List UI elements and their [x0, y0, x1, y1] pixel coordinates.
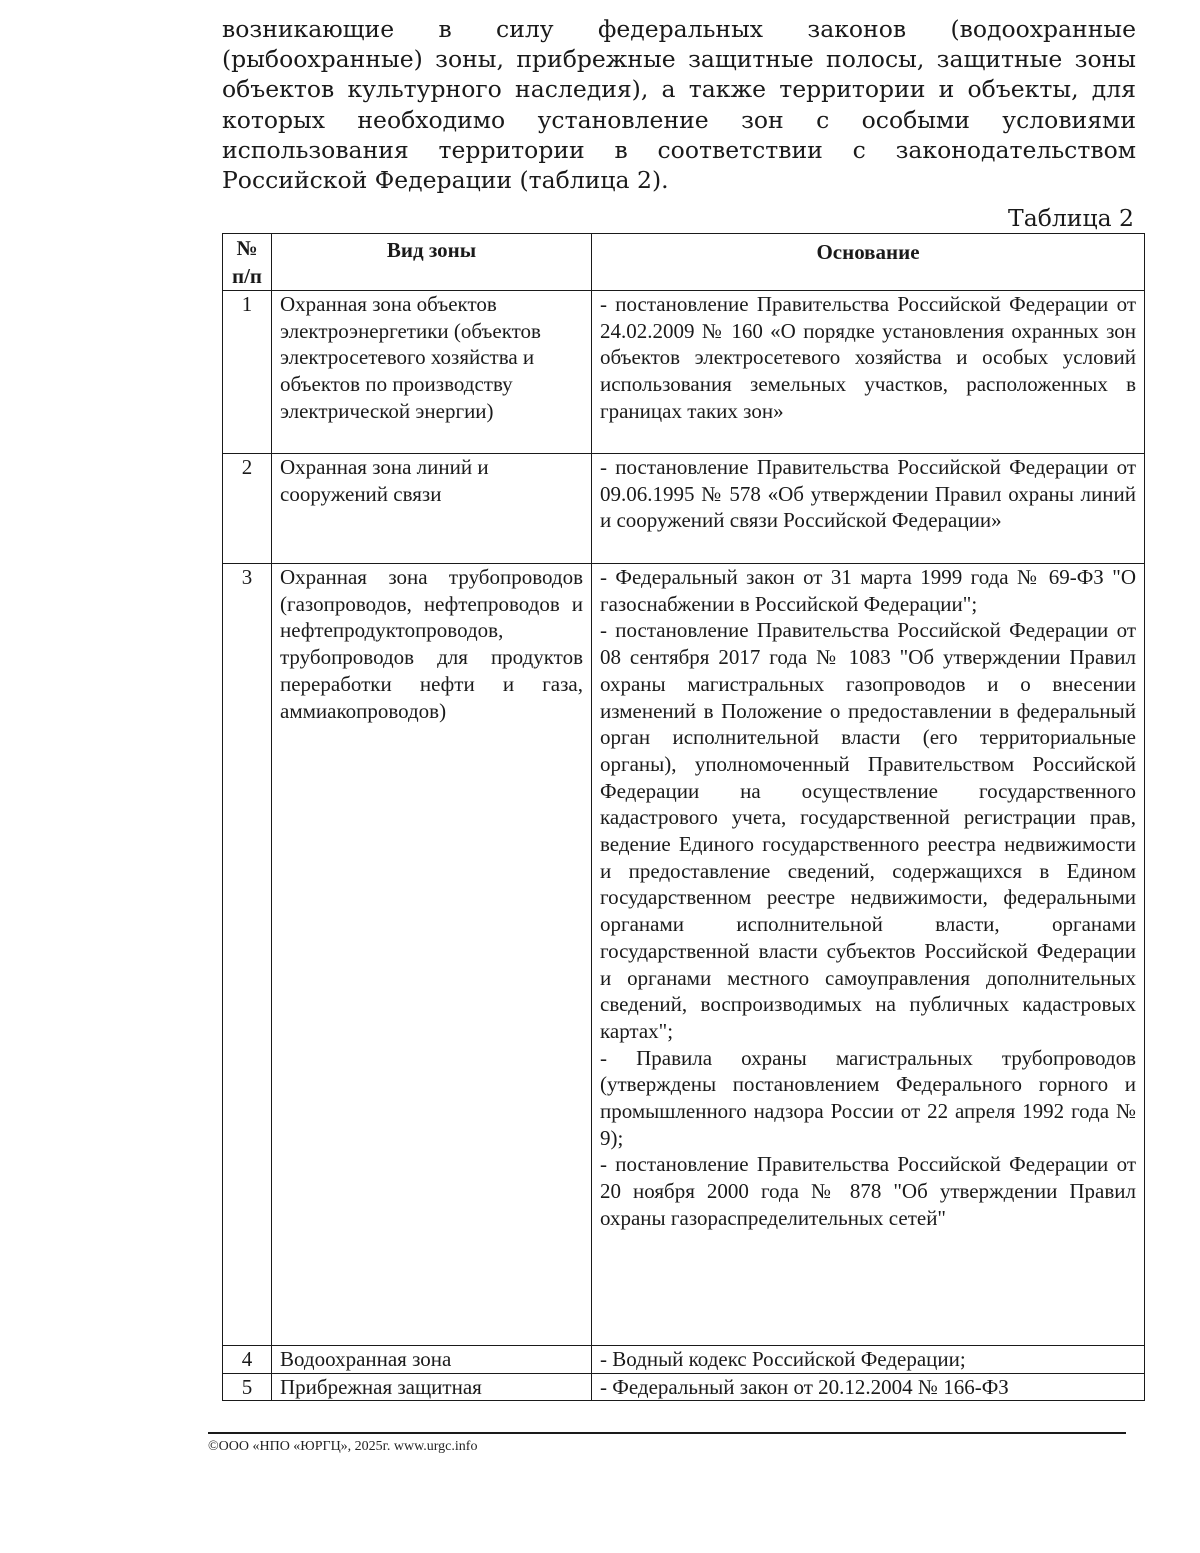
basis-item: - Правила охраны магистральных трубопроводов (утверждены постановлением Федерального горного и промышленного надзора России от 22 апреля 1992 года № 9);	[600, 1045, 1136, 1150]
table-row	[223, 564, 1145, 1346]
table-row	[223, 1373, 1145, 1401]
row-basis	[592, 291, 1145, 454]
header-num: № п/п	[223, 234, 272, 291]
header-zone-kind: Вид зоны	[272, 234, 592, 291]
row-zone-kind: Охранная зона линий и сооружений связи	[272, 454, 592, 564]
row-zone-kind: Водоохранная зона	[272, 1346, 592, 1374]
table-header-row	[223, 234, 1145, 291]
row-num: 4	[223, 1346, 272, 1374]
table-row	[223, 454, 1145, 564]
zones-table	[222, 233, 1145, 1401]
basis-item: - постановление Правительства Российской Федерации от 09.06.1995 № 578 «Об утверждении Правил охраны линий и сооружений связи Российской Федерации»	[600, 455, 1136, 533]
header-basis: Основание	[592, 234, 1145, 291]
basis-item: - Федеральный закон от 31 марта 1999 года № 69-ФЗ "О газоснабжении в Российской Федерации";	[600, 565, 1136, 616]
basis-item: - постановление Правительства Российской Федерации от 20 ноября 2000 года № 878 "Об утверждении Правил охраны газораспределительных сетей"	[600, 1152, 1136, 1230]
row-zone-kind: Охранная зона объектов электроэнергетики (объектов электросетевого хозяйства и объектов по производству электрической энергии)	[272, 291, 592, 454]
basis-item: - постановление Правительства Российской Федерации от 24.02.2009 № 160 «О порядке установления охранных зон объектов электросетевого хозяйства и особых условий использования земельных участков, расположенных в границах таких зон»	[600, 292, 1136, 423]
row-basis	[592, 1346, 1145, 1374]
footer-copyright: ©ООО «НПО «ЮРГЦ», 2025г. www.urgc.info	[208, 1439, 478, 1454]
row-zone-kind: Охранная зона трубопроводов (газопроводов, нефтепроводов и нефтепродуктопроводов, трубопроводов для продуктов переработки нефти и газа, аммиакопроводов)	[272, 564, 592, 1346]
row-basis	[592, 454, 1145, 564]
row-zone-kind: Прибрежная защитная	[272, 1373, 592, 1401]
row-num: 3	[223, 564, 272, 1346]
intro-paragraph: возникающие в силу федеральных законов (водоохранные (рыбоохранные) зоны, прибрежные защитные полосы, защитные зоны объектов культурного наследия), а также территории и объекты, для которых необходимо установление зон с особыми условиями использования территории в соответствии с законодательством Российской Федерации (таблица 2).	[222, 15, 1136, 195]
row-num: 1	[223, 291, 272, 454]
row-num: 5	[223, 1373, 272, 1401]
table-row	[223, 291, 1145, 454]
footer-divider	[208, 1432, 1126, 1434]
table-caption: Таблица 2	[1008, 204, 1134, 232]
row-basis	[592, 1373, 1145, 1401]
row-basis	[592, 564, 1145, 1346]
basis-item: - постановление Правительства Российской Федерации от 08 сентября 2017 года № 1083 "Об утверждении Правил охраны магистральных газопроводов и о внесении изменений в Положение о предоставлении в федеральный орган исполнительной власти (его территориальные органы), уполномоченный Правительством Российской Федерации на осуществление государственного кадастрового учета, государственной регистрации прав, ведение Единого государственного реестра недвижимости и предоставление сведений, содержащихся в Едином государственном реестре недвижимости, федеральными органами исполнительной власти, органами государственной власти субъектов Российской Федерации и органами местного самоуправления дополнительных сведений, воспроизводимых на публичных кадастровых картах";	[600, 618, 1136, 1043]
row-num: 2	[223, 454, 272, 564]
basis-item: - Федеральный закон от 20.12.2004 № 166-ФЗ	[600, 1374, 1009, 1399]
basis-item: - Водный кодекс Российской Федерации;	[600, 1347, 966, 1371]
table-row	[223, 1346, 1145, 1374]
